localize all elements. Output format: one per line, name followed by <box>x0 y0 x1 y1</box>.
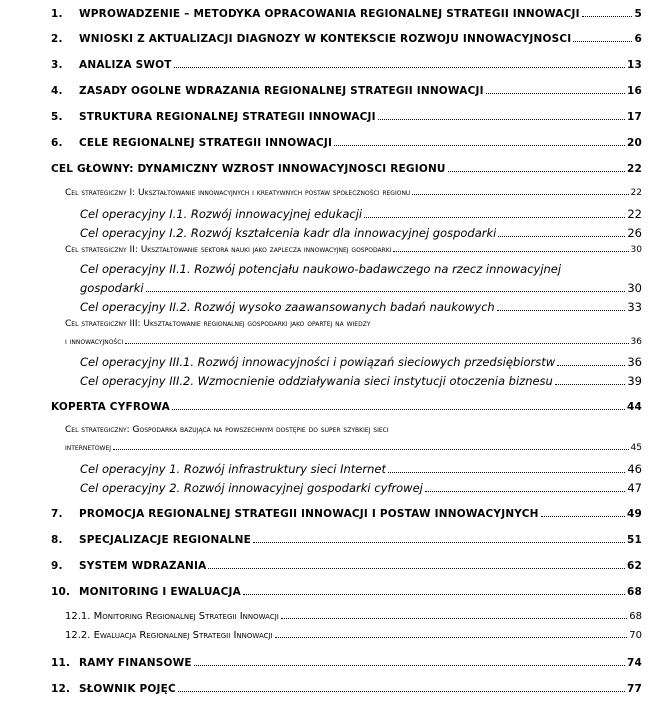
toc-entry-cel-operacyjny-1-1[interactable] <box>80 207 642 221</box>
toc-page: 47 <box>627 481 642 495</box>
toc-page: 17 <box>626 111 642 123</box>
toc-number: 6. <box>51 137 63 149</box>
toc-page: 45 <box>630 443 642 453</box>
toc-page: 68 <box>626 586 642 598</box>
toc-title: Cel operacyjny I.2. Rozwój kształcenia kadr dla innowacyjnej gospodarki <box>80 226 497 240</box>
toc-title-cont: internetowej <box>65 443 112 453</box>
toc-leader <box>364 217 625 218</box>
toc-leader <box>172 409 625 410</box>
toc-entry-9[interactable] <box>51 560 642 572</box>
toc-leader <box>486 93 625 94</box>
toc-entry-cel-strategiczny-2[interactable] <box>65 245 642 255</box>
toc-leader <box>393 251 628 252</box>
toc-entry-1[interactable] <box>51 8 642 20</box>
toc-page: 13 <box>626 59 642 71</box>
toc-title-cont: gospodarki <box>80 281 144 295</box>
toc-leader <box>253 542 625 543</box>
toc-entry-koperta-cyfrowa[interactable] <box>51 401 642 413</box>
toc-leader <box>243 594 625 595</box>
toc-leader <box>448 171 625 172</box>
toc-page: 22 <box>630 188 642 198</box>
toc-entry-8[interactable] <box>51 534 642 546</box>
toc-page: 62 <box>626 560 642 572</box>
toc-leader <box>497 310 626 311</box>
toc-page: 77 <box>626 683 642 695</box>
toc-entry-cel-strategiczny-3-line1[interactable]: Cel strategiczny III: Ukształtowanie regionalnej gospodarki jako opartej na wiedzy <box>65 319 371 329</box>
toc-entry-cel-operacyjny-3-2[interactable] <box>80 374 642 388</box>
toc-page: 22 <box>626 163 642 175</box>
toc-page: 22 <box>627 207 642 221</box>
toc-page: 30 <box>630 245 642 255</box>
toc-entry-cel-strategiczny-koperta[interactable] <box>65 443 642 453</box>
toc-entry-11[interactable] <box>51 657 642 669</box>
toc-leader <box>573 41 632 42</box>
toc-title: SPECJALIZACJE REGIONALNE <box>79 534 252 546</box>
toc-title: Cel strategiczny II: Ukształtowanie sektora nauki jako zaplecza innowacyjnej gospodarki <box>65 245 392 255</box>
toc-entry-2[interactable] <box>51 33 642 45</box>
toc-title: SYSTEM WDRAŻANIA <box>79 560 207 572</box>
toc-entry-12[interactable] <box>51 683 642 695</box>
toc-title: Cel operacyjny 1. Rozwój infrastruktury sieci Internet <box>80 462 386 476</box>
toc-title-cont: i innowacyjności <box>65 337 124 347</box>
toc-leader <box>275 637 628 638</box>
toc-number: 4. <box>51 85 63 97</box>
toc-number: 11. <box>51 657 71 669</box>
toc-entry-cel-strategiczny-1[interactable] <box>65 188 642 198</box>
toc-page: 49 <box>626 508 642 520</box>
toc-entry-3[interactable] <box>51 59 642 71</box>
toc-page: 74 <box>626 657 642 669</box>
toc-title: RAMY FINANSOWE <box>79 657 192 669</box>
toc-entry-12-2[interactable] <box>65 630 642 641</box>
toc-title: Cel operacyjny III.1. Rozwój innowacyjności i powiązań sieciowych przedsiębiorstw <box>80 355 556 369</box>
toc-entry-cel-operacyjny-2-1-line1[interactable]: Cel operacyjny II.1. Rozwój potencjału naukowo-badawczego na rzecz innowacyjnej <box>80 262 562 276</box>
toc-leader <box>113 449 629 450</box>
toc-title: WPROWADZENIE – METODYKA OPRACOWANIA REGIONALNEJ STRATEGII INNOWACJI <box>79 8 580 20</box>
toc-leader <box>582 16 633 17</box>
toc-page: 33 <box>627 300 642 314</box>
toc-number: 5. <box>51 111 63 123</box>
toc-entry-5[interactable] <box>51 111 642 123</box>
toc-title: WNIOSKI Z AKTUALIZACJI DIAGNOZY W KONTEKŚCIE ROZWOJU INNOWACYJNOŚCI <box>79 33 572 45</box>
toc-title: CEL GŁÓWNY: DYNAMICZNY WZROST INNOWACYJNOŚCI REGIONU <box>51 163 446 175</box>
toc-number: 9. <box>51 560 63 572</box>
toc-page: 46 <box>627 462 642 476</box>
toc-title: Cel operacyjny III.2. Wzmocnienie oddziaływania sieci instytucji otoczenia biznesu <box>80 374 553 388</box>
toc-title: PROMOCJA REGIONALNEJ STRATEGII INNOWACJI I POSTAW INNOWACYJNYCH <box>79 508 539 520</box>
toc-leader <box>425 491 625 492</box>
toc-number: 10. <box>51 586 71 598</box>
toc-entry-cel-glowny[interactable] <box>51 163 642 175</box>
toc-page: 6 <box>634 33 642 45</box>
toc-title: CELE REGIONALNEJ STRATEGII INNOWACJI <box>79 137 333 149</box>
toc-title: MONITORING I EWALUACJA <box>79 586 241 598</box>
toc-leader <box>388 472 625 473</box>
toc-page: 26 <box>627 226 642 240</box>
toc-number: 2. <box>51 33 63 45</box>
toc-title: Cel operacyjny 2. Rozwój innowacyjnej gospodarki cyfrowej <box>80 481 423 495</box>
toc-page: 39 <box>627 374 642 388</box>
toc-leader <box>555 384 626 385</box>
toc-page: 16 <box>626 85 642 97</box>
toc-page: 51 <box>626 534 642 546</box>
toc-leader <box>498 236 625 237</box>
toc-title: 12.1. Monitoring Regionalnej Strategii Innowacji <box>65 611 279 622</box>
toc-title: Cel operacyjny I.1. Rozwój innowacyjnej edukacji <box>80 207 363 221</box>
toc-leader <box>557 365 625 366</box>
toc-title: Cel operacyjny II.2. Rozwój wysoko zaawansowanych badań naukowych <box>80 300 495 314</box>
toc-number: 3. <box>51 59 63 71</box>
toc-title: Cel strategiczny I: Ukształtowanie innowacyjnych i kreatywnych postaw społeczności regionu <box>65 188 411 198</box>
toc-title: 12.2. Ewaluacja Regionalnej Strategii Innowacji <box>65 630 273 641</box>
toc-entry-cel-strategiczny-koperta-line1[interactable]: Cel strategiczny: Gospodarka bazująca na powszechnym dostępie do super szybkiej sieci <box>65 425 389 435</box>
toc-leader <box>334 145 625 146</box>
toc-leader <box>281 618 627 619</box>
toc-entry-6[interactable] <box>51 137 642 149</box>
toc-leader <box>125 343 628 344</box>
toc-number: 8. <box>51 534 63 546</box>
toc-entry-cel-operacyjny-k2[interactable] <box>80 481 642 495</box>
toc-page: 44 <box>626 401 642 413</box>
toc-entry-cel-operacyjny-2-1[interactable] <box>80 281 642 295</box>
toc-title: ANALIZA SWOT <box>79 59 172 71</box>
toc-entry-cel-operacyjny-1-2[interactable] <box>80 226 642 240</box>
toc-title: SŁOWNIK POJĘĆ <box>79 683 176 695</box>
toc-entry-10[interactable] <box>51 586 642 598</box>
toc-title: STRUKTURA REGIONALNEJ STRATEGII INNOWACJI <box>79 111 376 123</box>
toc-entry-cel-strategiczny-3[interactable] <box>65 337 642 347</box>
toc-entry-12-1[interactable] <box>65 611 642 622</box>
toc-leader <box>178 691 625 692</box>
toc-number: 12. <box>51 683 71 695</box>
toc-entry-4[interactable] <box>51 85 642 97</box>
toc-page: 36 <box>627 355 642 369</box>
toc-page: 30 <box>627 281 642 295</box>
toc-leader <box>146 291 626 292</box>
toc-page: 5 <box>634 8 642 20</box>
toc-leader <box>412 194 628 195</box>
toc-page: 20 <box>626 137 642 149</box>
toc-number: 7. <box>51 508 63 520</box>
toc-leader <box>174 67 625 68</box>
toc-entry-cel-operacyjny-2-2[interactable] <box>80 300 642 314</box>
toc-page: 70 <box>629 630 642 641</box>
toc-page: 68 <box>629 611 642 622</box>
toc-entry-7[interactable] <box>51 508 642 520</box>
toc-title: ZASADY OGÓLNE WDRAŻANIA REGIONALNEJ STRATEGII INNOWACJI <box>79 85 484 97</box>
toc-leader <box>194 665 625 666</box>
toc-number: 1. <box>51 8 63 20</box>
toc-entry-cel-operacyjny-k1[interactable] <box>80 462 642 476</box>
toc-leader <box>208 568 625 569</box>
toc-page: 36 <box>630 337 642 347</box>
toc-leader <box>541 516 625 517</box>
toc-leader <box>378 119 625 120</box>
toc-entry-cel-operacyjny-3-1[interactable] <box>80 355 642 369</box>
toc-title: KOPERTA CYFROWA <box>51 401 170 413</box>
